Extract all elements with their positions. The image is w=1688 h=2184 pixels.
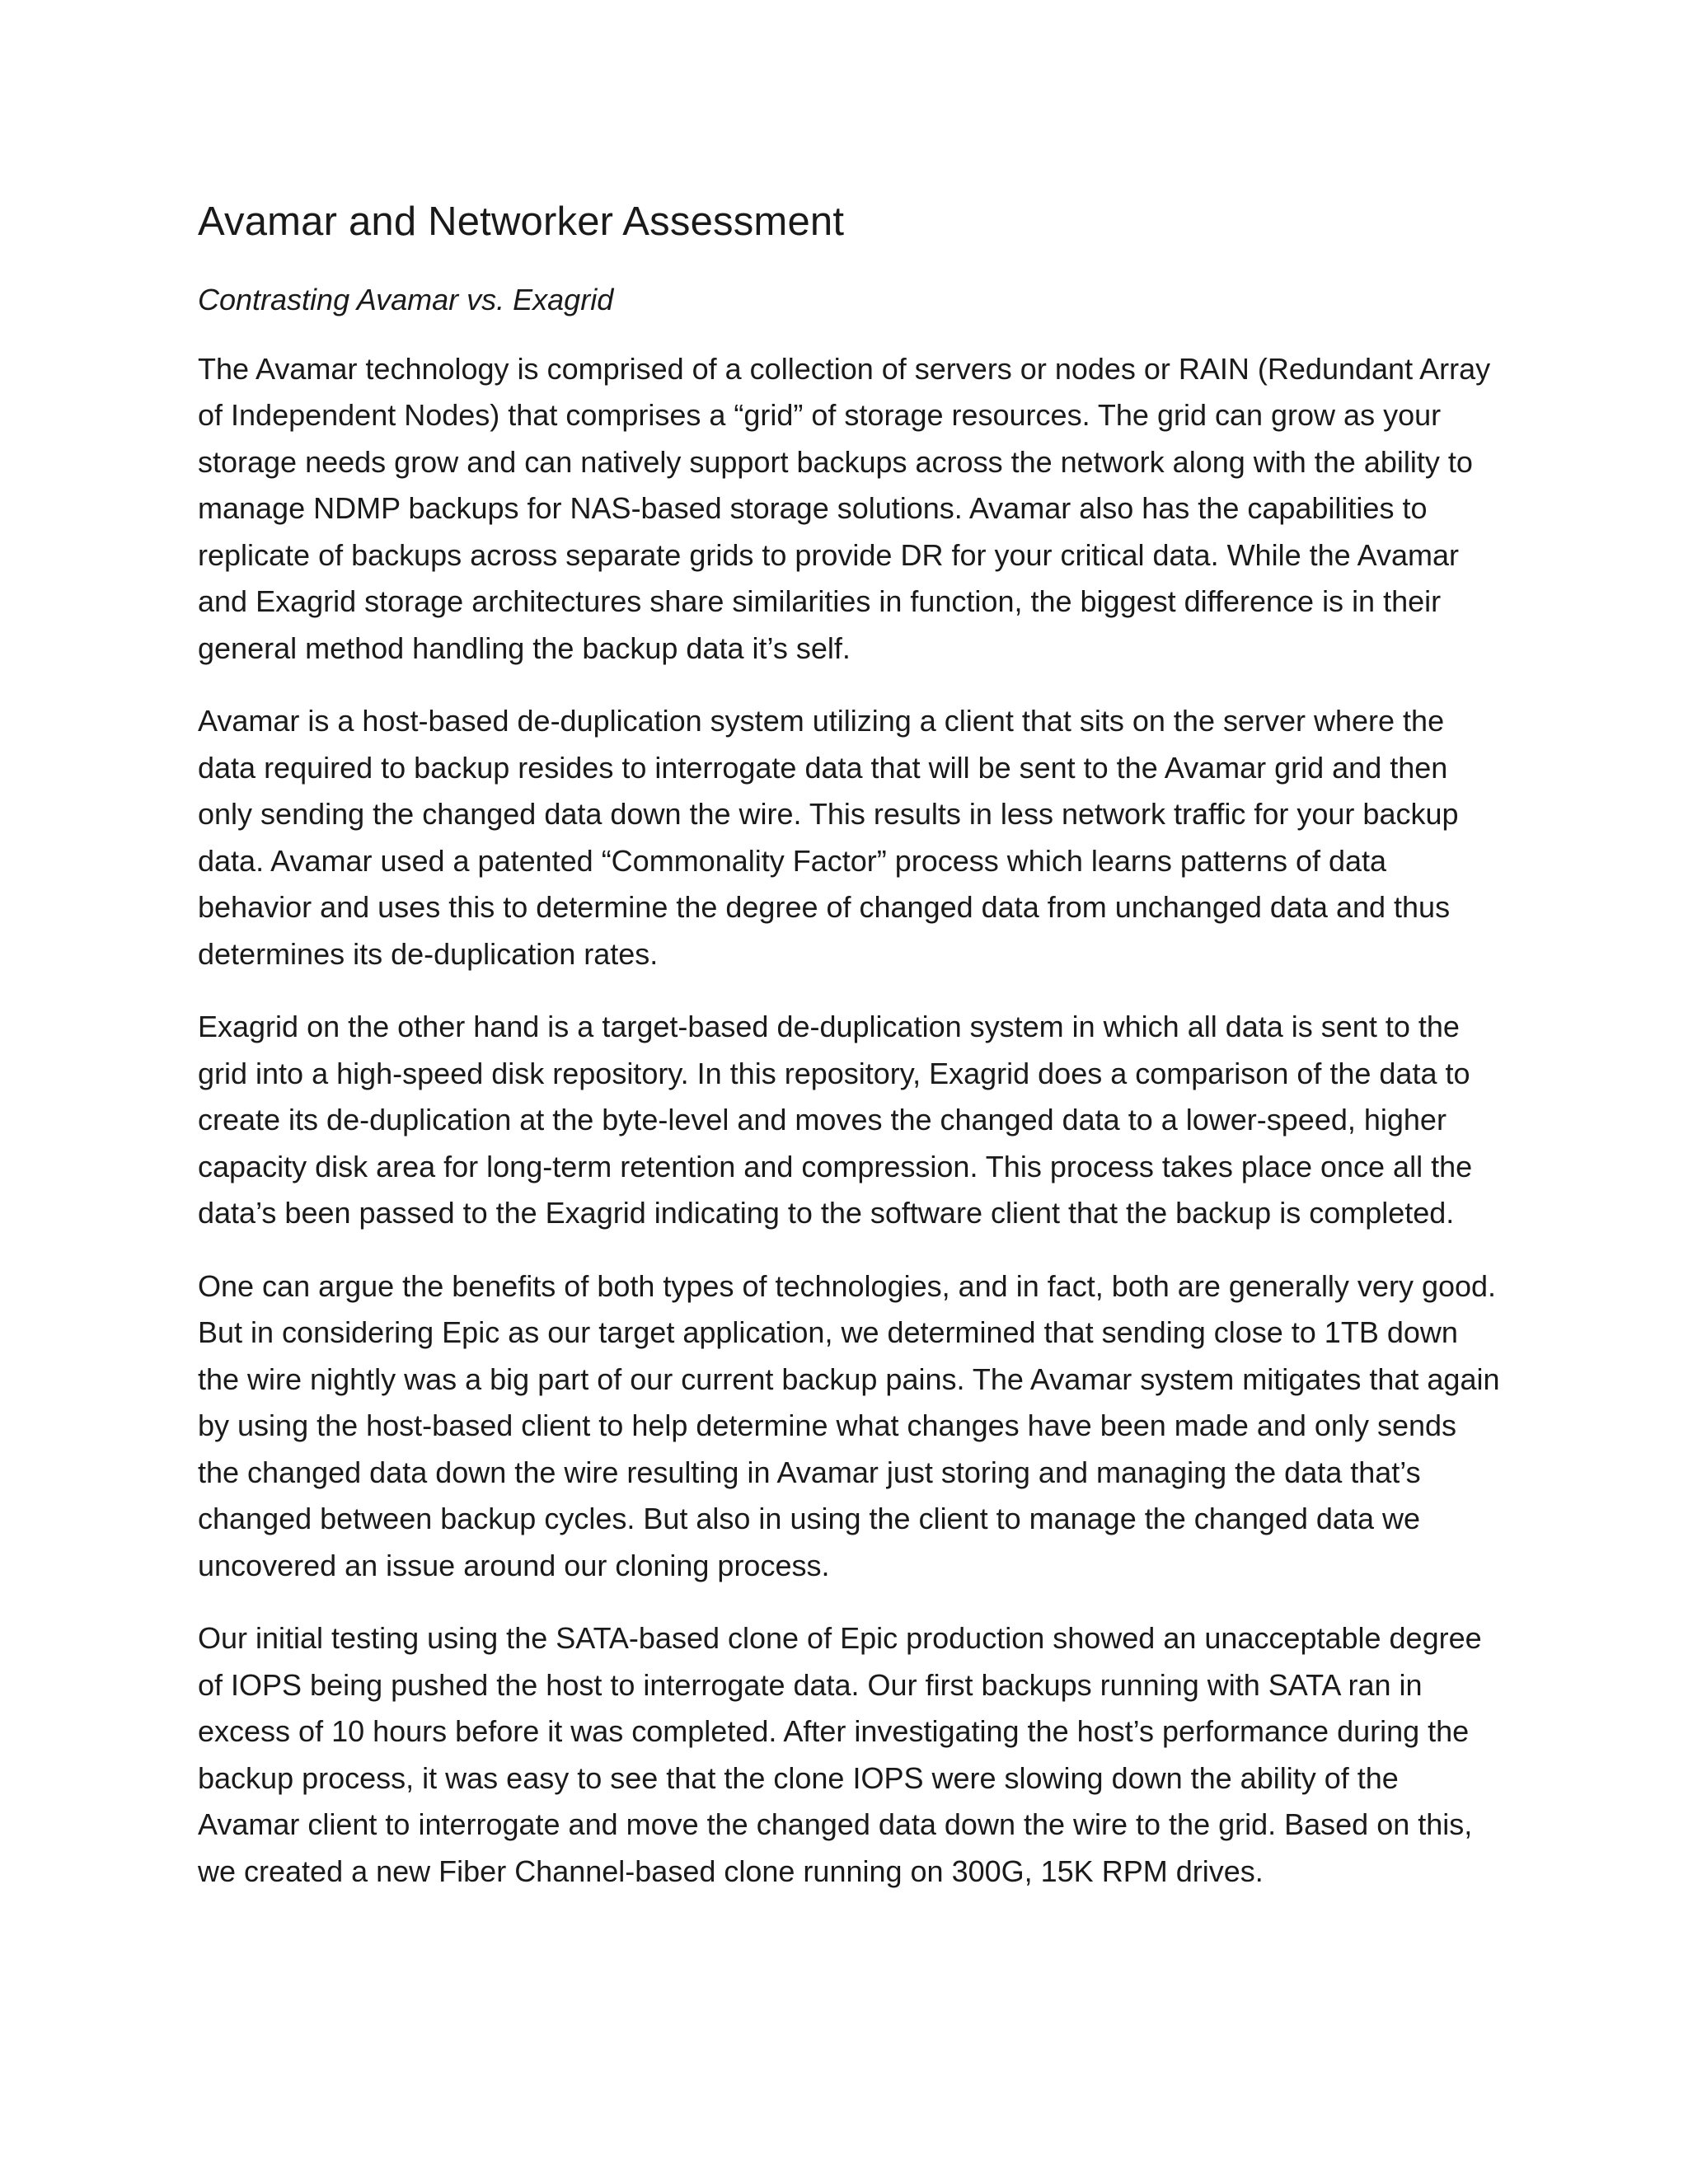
paragraph-avamar-host-based: Avamar is a host-based de-duplication system utilizing a client that sits on the server where the data required to backup resides to interrogate data that will be sent to the Avamar grid and then only sending the changed data down the wire. This results in less network traffic for your backup data. Avamar used a patented “Commonality Factor” process which learns patterns of data behavior and uses this to determine the degree of changed data from unchanged data and thus determines its de-duplication rates. <box>198 704 1459 971</box>
paragraph-avamar-technology: The Avamar technology is comprised of a collection of servers or nodes or RAIN (Redundant Array of Independent Nodes) that comprises a “grid” of storage resources. The grid can grow as your storage needs grow and can natively support backups across the network along with the ability to manage NDMP backups for NAS-based storage solutions. Avamar also has the capabilities to replicate of backups across separate grids to provide DR for your critical data. While the Avamar and Exagrid storage architectures share similarities in function, the biggest difference is in their general method handling the backup data it’s self. <box>198 351 1491 665</box>
document-subtitle: Contrasting Avamar vs. Exagrid <box>198 282 614 316</box>
paragraph-initial-testing: Our initial testing using the SATA-based clone of Epic production showed an unacceptable degree of IOPS being pushed the host to interrogate data. Our first backups running with SATA ran in excess of 10 hours before it was completed. After investigating the host’s performance during the backup process, it was easy to see that the clone IOPS were slowing down the ability of the Avamar client to interrogate and move the changed data down the wire to the grid. Based on this, we created a new Fiber Channel-based clone running on 300G, 15K RPM drives. <box>198 1621 1482 1888</box>
document-page <box>198 198 1500 1921</box>
paragraph-epic-considerations: One can argue the benefits of both types of technologies, and in fact, both are generally very good. But in considering Epic as our target application, we determined that sending close to 1TB down the wire nightly was a big part of our current backup pains. The Avamar system mitigates that again by using the host-based client to help determine what changes have been made and only sends the changed data down the wire resulting in Avamar just storing and managing the data that’s changed between backup cycles. But also in using the client to manage the changed data we uncovered an issue around our cloning process. <box>198 1268 1500 1582</box>
document-title: Avamar and Networker Assessment <box>198 199 845 244</box>
paragraph-exagrid-target-based: Exagrid on the other hand is a target-based de-duplication system in which all data is sent to the grid into a high-speed disk repository. In this repository, Exagrid does a comparison of the data to create its de-duplication at the byte-level and moves the changed data to a lower-speed, higher capacity disk area for long-term retention and compression. This process takes place once all the data’s been passed to the Exagrid indicating to the software client that the backup is completed. <box>198 1010 1473 1230</box>
